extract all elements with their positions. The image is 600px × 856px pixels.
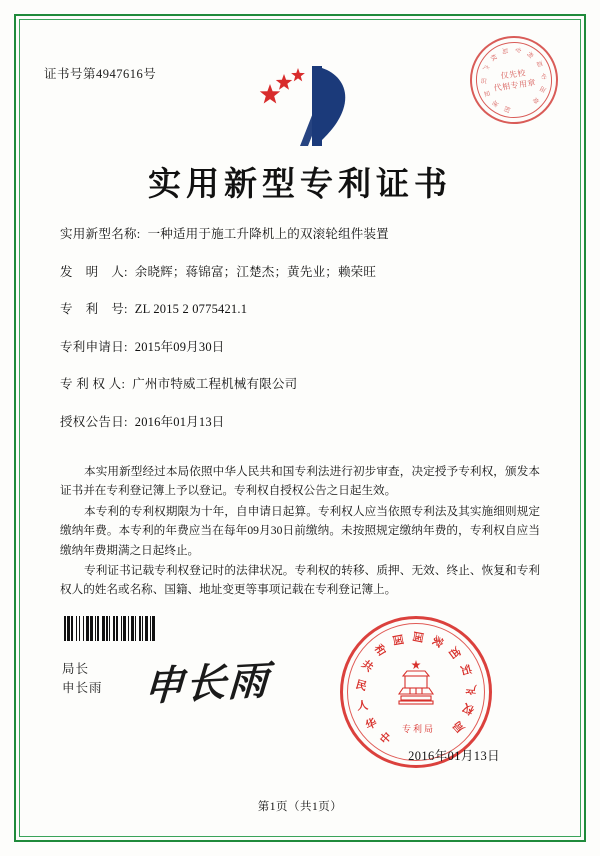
page-title: 实用新型专利证书 (148, 167, 452, 203)
national-emblem-icon (385, 656, 447, 718)
emblem-svg (240, 60, 360, 152)
seal-center-text: 仅先校 代相专用章 (493, 68, 537, 93)
field-value: 广州市特威工程机械有限公司 (132, 377, 298, 391)
patent-office-emblem (34, 60, 566, 155)
body-paragraph: 专利证书记载专利权登记时的法律状况。专利权的转移、质押、无效、终止、恢复和专利权人的姓名或名称、国籍、地址变更等事项记载在专利登记簿上。 (60, 564, 540, 597)
field-value: 2015年09月30日 (134, 339, 225, 354)
body-paragraph: 本专利的专利权期限为十年，自申请日起算。专利权人应当依照专利法及其实施细则规定缴纳年费。本专利的年费应当在每年09月30日前缴纳。未按照规定缴纳年费的，专利权自应当缴纳年费期满之日起终止。 (60, 504, 540, 557)
seal-arc-text: 国 家 知 识 产 权 局 专 利 局 专 用 章 (480, 45, 548, 114)
certificate-content (34, 30, 566, 826)
body-paragraph: 本实用新型经过本局依照中华人民共和国专利法进行初步审查，决定授予专利权，颁发本证书并在专利登记簿上予以登记。专利权自授权公告之日起生效。 (60, 465, 540, 498)
field-grant-announcement-date (60, 414, 540, 431)
signature-name: 申长雨 (62, 681, 103, 695)
seal-date: 2016年01月13日 (408, 749, 500, 763)
field-value: 2016年01月13日 (134, 414, 225, 429)
field-application-date (60, 339, 540, 356)
field-label: 实用新型名称: (60, 227, 141, 241)
field-label: 专 利 权 人: (60, 377, 126, 391)
field-value: ZL 2015 2 0775421.1 (134, 302, 248, 316)
field-label: 专 利 号: (60, 302, 128, 316)
certificate-number: 证书号第4947616号 (44, 67, 157, 81)
field-patent-number (60, 301, 540, 318)
handwritten-signature: 申长雨 (142, 656, 271, 711)
body-text (60, 462, 540, 601)
field-value: 余晓辉；蒋锦富；江楚杰；黄先业；赖荣旺 (134, 264, 377, 279)
field-list (60, 226, 540, 451)
field-utility-model-name (60, 226, 540, 243)
national-red-seal-icon: 中 华 人 民 共 和 国 国 家 知 识 产 权 局 专 利 局 (340, 616, 492, 768)
field-patentee (60, 376, 540, 393)
field-inventor (60, 264, 540, 281)
page-footer: 第1页（共1页） (257, 801, 343, 813)
field-label: 授权公告日: (60, 414, 128, 429)
barcode (64, 616, 240, 641)
field-label: 发 明 人: (60, 264, 128, 279)
signature-title: 局长 (62, 662, 90, 676)
field-value: 一种适用于施工升降机上的双滚轮组件装置 (147, 227, 389, 241)
field-label: 专利申请日: (60, 339, 128, 354)
signature-block (62, 660, 103, 698)
